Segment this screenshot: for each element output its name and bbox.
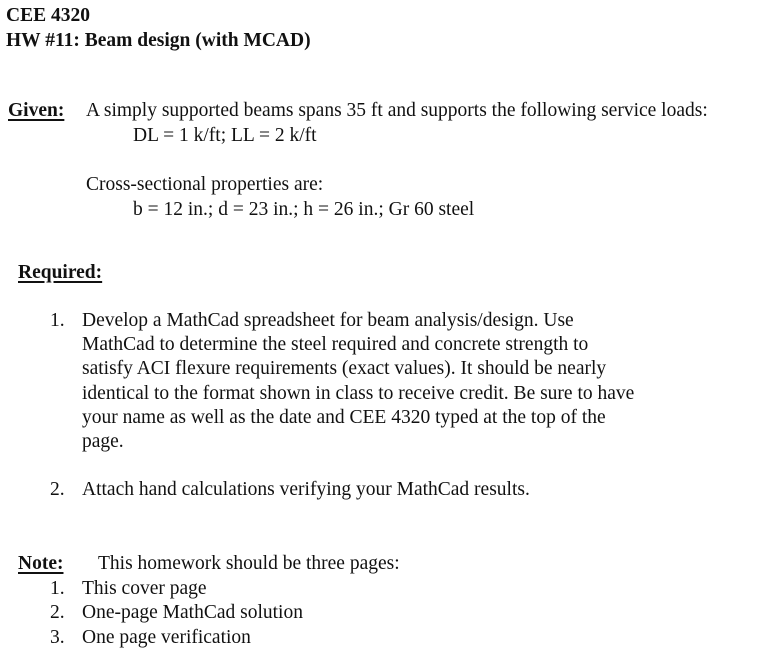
page-title: HW #11: Beam design (with MCAD)	[6, 30, 311, 51]
note-label: Note:	[18, 553, 64, 574]
given-intro: A simply supported beams spans 35 ft and supports the following service loads:	[86, 100, 708, 121]
note-item-number: 1.	[50, 578, 65, 599]
note-item-text: One page verification	[82, 627, 251, 648]
note-text: This homework should be three pages:	[98, 553, 400, 574]
note-item-text: One-page MathCad solution	[82, 602, 303, 623]
given-label: Given:	[8, 100, 65, 121]
given-props: b = 12 in.; d = 23 in.; h = 26 in.; Gr 60 steel	[133, 199, 475, 220]
required-item-number: 1.	[50, 310, 65, 331]
required-item-line: your name as well as the date and CEE 4320 typed at the top of the	[82, 407, 606, 428]
given-props-intro: Cross-sectional properties are:	[86, 174, 324, 195]
required-item-line: satisfy ACI flexure requirements (exact values). It should be nearly	[82, 358, 607, 379]
required-label: Required:	[18, 262, 103, 283]
required-item-line: Attach hand calculations verifying your MathCad results.	[82, 479, 530, 500]
required-item-number: 2.	[50, 479, 65, 500]
course-code: CEE 4320	[6, 5, 90, 26]
required-item-line: page.	[82, 431, 124, 452]
required-item-line: MathCad to determine the steel required and concrete strength to	[82, 334, 589, 355]
note-item-number: 2.	[50, 602, 65, 623]
given-loads: DL = 1 k/ft; LL = 2 k/ft	[133, 125, 317, 146]
required-item-line: identical to the format shown in class to receive credit. Be sure to have	[82, 383, 635, 404]
required-item-line: Develop a MathCad spreadsheet for beam analysis/design. Use	[82, 310, 574, 331]
note-item-number: 3.	[50, 627, 65, 648]
note-item-text: This cover page	[82, 578, 207, 599]
